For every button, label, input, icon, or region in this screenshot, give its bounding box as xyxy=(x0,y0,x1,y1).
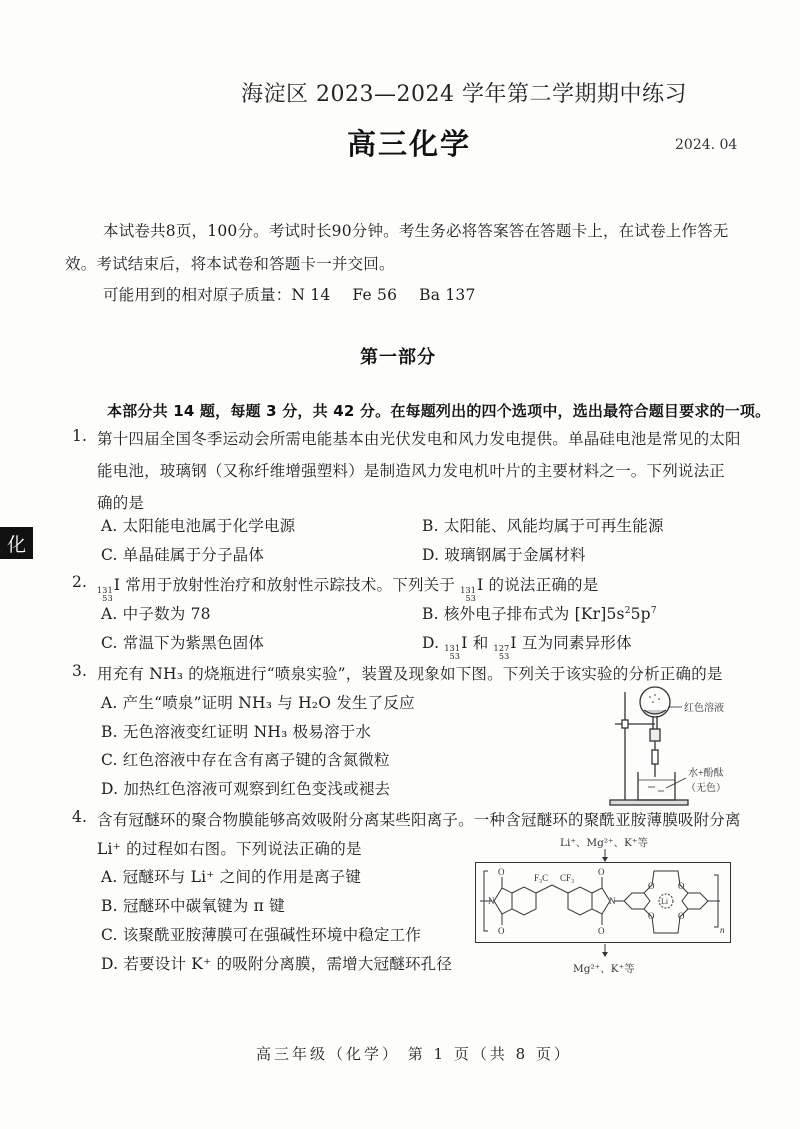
question-number: 3. xyxy=(72,662,88,680)
question-stem-line: 能电池，玻璃钢（又称纤维增强塑料）是制造风力发电机叶片的主要材料之一。下列说法正 xyxy=(97,462,726,480)
svg-text:F₃C: F₃C xyxy=(534,873,549,883)
svg-text:O: O xyxy=(598,926,605,936)
question-number: 4. xyxy=(72,808,88,826)
option-label: A. xyxy=(101,517,118,535)
question-number: 2. xyxy=(72,573,88,591)
question-number: 1. xyxy=(72,427,88,445)
option-b[interactable]: B. 无色溶液变红证明 NH₃ 极易溶于水 xyxy=(101,723,372,741)
question-stem-line: 含有冠醚环的聚合物膜能够高效吸附分离某些阳离子。一种含冠醚环的聚酰亚胺薄膜吸附分离 xyxy=(97,811,741,829)
svg-text:O: O xyxy=(598,867,605,877)
option-text: 太阳能电池属于化学电源 xyxy=(122,517,296,535)
question-stem-line: 第十四届全国冬季运动会所需电能基本由光伏发电和风力发电提供。单晶硅电池是常见的太阳 xyxy=(97,430,741,448)
polyimide-crown-ether-structure xyxy=(476,863,729,941)
option-c[interactable]: C. 红色溶液中存在含有离子键的含氮微粒 xyxy=(101,751,390,769)
label-water-phenolphthalein: 水+酚酞 xyxy=(688,768,724,779)
option-c[interactable]: C. 常温下为紫黑色固体 xyxy=(101,634,265,652)
question-stem-line: Li⁺ 的过程如右图。下列说法正确的是 xyxy=(97,840,362,858)
svg-text:O: O xyxy=(648,881,655,891)
page-footer: 高三年级（化学） 第 1 页（共 8 页） xyxy=(256,1045,572,1063)
option-d[interactable]: D. 131 53 I 和 127 53 I 互为同素异形体 xyxy=(422,634,632,661)
option-label: D. xyxy=(422,546,440,564)
option-b[interactable]: B. 核外电子排布式为 $[Kr]5s^25p^7$ xyxy=(422,605,657,623)
stem-text: 的说法正确的是 xyxy=(488,576,599,594)
part-title: 第一部分 xyxy=(360,347,436,368)
output-ions-label: Mg²⁺、K⁺等 xyxy=(573,963,635,975)
arrow-down-icon xyxy=(600,849,610,863)
svg-text:Li: Li xyxy=(661,897,669,906)
option-c[interactable] xyxy=(101,543,264,565)
exam-date: 2024. 04 xyxy=(675,137,738,153)
question-stem-line: 确的是 xyxy=(97,494,145,512)
option-text: 玻璃钢属于金属材料 xyxy=(444,546,586,564)
subject-side-tab: 化 xyxy=(0,527,33,559)
option-d[interactable]: D. 加热红色溶液可观察到红色变浅或褪去 xyxy=(101,780,391,798)
part-instructions: 本部分共 14 题，每题 3 分，共 42 分。在每题列出的四个选项中，选出最符合题目要求的一项。 xyxy=(107,402,771,420)
option-text: 太阳能、风能均属于可再生能源 xyxy=(443,517,664,535)
option-c[interactable]: C. 该聚酰亚胺薄膜可在强碱性环境中稳定工作 xyxy=(101,926,422,944)
label-colorless: （无色） xyxy=(686,783,726,794)
svg-text:N: N xyxy=(609,896,616,906)
option-a[interactable] xyxy=(101,514,295,536)
option-a[interactable]: A. 冠醚环与 Li⁺ 之间的作用是离子键 xyxy=(101,868,362,886)
svg-text:N: N xyxy=(488,896,495,906)
svg-text:O: O xyxy=(678,911,685,921)
svg-text:n: n xyxy=(720,925,725,935)
option-d[interactable]: D. 若要设计 K⁺ 的吸附分离膜，需增大冠醚环孔径 xyxy=(101,955,453,973)
svg-text:O: O xyxy=(678,881,685,891)
label-red-solution: 红色溶液 xyxy=(684,703,724,714)
mass-fe: Fe 56 xyxy=(352,286,398,304)
option-b[interactable]: B. 冠醚环中碳氧键为 π 键 xyxy=(101,897,285,915)
notice-line-2: 效。考试结束后，将本试卷和答题卡一并交回。 xyxy=(65,255,395,273)
svg-text:O: O xyxy=(648,911,655,921)
option-a[interactable]: A. 中子数为 78 xyxy=(101,605,211,623)
option-a[interactable]: A. 产生“喷泉”证明 NH₃ 与 H₂O 发生了反应 xyxy=(101,694,415,712)
exam-title: 海淀区 2023—2024 学年第二学期期中练习 xyxy=(241,82,687,107)
atomic-masses-label: 可能用到的相对原子质量： xyxy=(103,286,292,304)
option-text: 单晶硅属于分子晶体 xyxy=(122,546,265,564)
option-d[interactable] xyxy=(422,543,586,565)
svg-text:O: O xyxy=(498,926,505,936)
svg-text:O: O xyxy=(498,867,505,877)
arrow-down-icon xyxy=(600,944,610,958)
question-stem: 用充有 NH₃ 的烧瓶进行“喷泉实验”，装置及现象如下图。下列关于该实验的分析正确的是 xyxy=(97,665,723,683)
svg-text:CF₃: CF₃ xyxy=(560,873,575,883)
isotope-notation: 131 53 xyxy=(460,586,477,603)
option-label: B. xyxy=(422,517,439,535)
fountain-apparatus-figure xyxy=(600,682,740,810)
subject-title: 高三化学 xyxy=(347,127,472,161)
isotope-notation: 131 53 xyxy=(97,586,113,603)
input-ions-label: Li⁺、Mg²⁺、K⁺等 xyxy=(560,837,648,849)
mass-ba: Ba 137 xyxy=(419,286,476,304)
option-label: C. xyxy=(101,546,118,564)
stem-text: 常用于放射性治疗和放射性示踪技术。下列关于 xyxy=(125,576,456,594)
notice-line-1: 本试卷共8页，100分。考试时长90分钟。考生务必将答案答在答题卡上，在试卷上作答无 xyxy=(103,222,729,240)
option-b[interactable] xyxy=(422,514,664,536)
membrane-structure-box xyxy=(475,862,731,943)
atomic-masses xyxy=(103,283,476,305)
mass-n: N 14 xyxy=(291,286,331,304)
question-stem: 131 53 I 常用于放射性治疗和放射性示踪技术。下列关于 131 53 I 的说法正确的是 xyxy=(97,576,599,603)
